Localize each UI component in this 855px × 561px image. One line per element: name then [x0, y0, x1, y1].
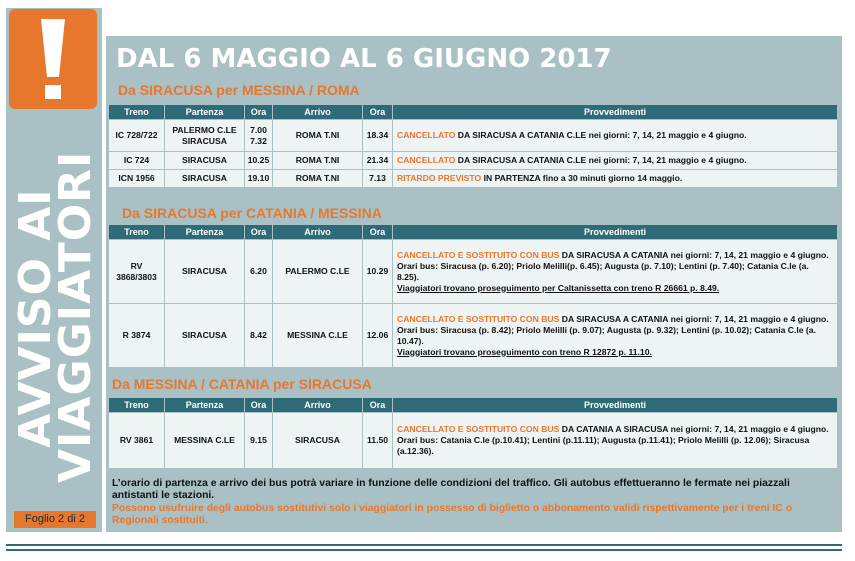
section-title-1: Da SIRACUSA per MESSINA / ROMA	[118, 82, 360, 98]
prov-text: DA SIRACUSA A CATANIA C.LE nei giorni: 7, 14, 21 maggio e 4 giugno.	[455, 130, 747, 140]
cell-ora-arrivo: 12.06	[363, 304, 393, 368]
table-section-2	[108, 224, 838, 368]
traffic-note: L’orario di partenza e arrivo dei bus potrà variare in funzione delle condizioni del traffico. Gli autobus effettueranno le fermate nei piazzali antistanti le stazioni.	[112, 478, 790, 501]
header-ora: Ora	[245, 398, 273, 413]
header-treno: Treno	[109, 398, 165, 413]
prov-text: DA SIRACUSA A CATANIA nei giorni: 7, 14, 21 maggio e 4 giugno.	[559, 313, 829, 324]
table-section-1	[108, 104, 838, 188]
cell-provvedimenti	[393, 413, 838, 469]
cell-partenza: SIRACUSA	[165, 152, 245, 170]
exclamation-icon	[9, 9, 97, 109]
header-ora: Ora	[245, 225, 273, 240]
header-provvedimenti: Provvedimenti	[393, 225, 838, 240]
cell-ora-partenza: 8.42	[245, 304, 273, 368]
cell-partenza: MESSINA C.LE	[165, 413, 245, 469]
cell-partenza: SIRACUSA	[165, 240, 245, 304]
bus-schedule: Orari bus: Siracusa (p. 6.20); Priolo Melilli(p. 6.45); Augusta (p. 7.10); Lentini (p. 7.40); Catania C.le (a. 8.25).	[397, 260, 809, 282]
cell-arrivo: ROMA T.NI	[273, 120, 363, 152]
bottom-divider	[6, 549, 842, 551]
header-ora: Ora	[245, 105, 273, 120]
bus-schedule: Orari bus: Siracusa (p. 8.42); Priolo Melilli (p. 9.07); Augusta (p. 9.32); Lentini (p. 10.02); Catania C.le (a. 10.47).	[397, 324, 816, 346]
cell-provvedimenti	[393, 304, 838, 368]
table-row	[109, 152, 838, 170]
table-row	[109, 170, 838, 188]
table-section-3	[108, 397, 838, 469]
header-provvedimenti: Provvedimenti	[393, 398, 838, 413]
prov-text: DA CATANIA A SIRACUSA nei giorni: 7, 14, 21 maggio e 4 giugno.	[559, 424, 829, 434]
header-treno: Treno	[109, 105, 165, 120]
section-title-3: Da MESSINA / CATANIA per SIRACUSA	[112, 376, 372, 392]
status-label: CANCELLATO	[397, 155, 456, 165]
status-label: CANCELLATO E SOSTITUITO CON BUS	[397, 313, 560, 324]
cell-partenza: PALERMO C.LE SIRACUSA	[165, 120, 245, 152]
cell-provvedimenti	[393, 152, 838, 170]
table-header-row	[109, 398, 838, 413]
avviso-line-2: VIAGGIATORI	[50, 150, 101, 483]
cell-treno: R 3874	[109, 304, 165, 368]
status-label: CANCELLATO E SOSTITUITO CON BUS	[397, 249, 560, 260]
section-title-2: Da SIRACUSA per CATANIA / MESSINA	[122, 205, 382, 221]
cell-provvedimenti	[393, 170, 838, 188]
table-row	[109, 304, 838, 368]
cell-ora-arrivo: 7.13	[363, 170, 393, 188]
cell-ora-arrivo: 18.34	[363, 120, 393, 152]
header-partenza: Partenza	[165, 398, 245, 413]
cell-treno: RV 3868/3803	[109, 240, 165, 304]
cell-arrivo: ROMA T.NI	[273, 152, 363, 170]
cell-ora-partenza: 9.15	[245, 413, 273, 469]
connection-note: Viaggiatori trovano proseguimento con treno R 12872 p. 11.10.	[397, 346, 652, 357]
header-arrivo: Arrivo	[273, 105, 363, 120]
connection-note: Viaggiatori trovano proseguimento per Caltanissetta con treno R 26661 p. 8.49.	[397, 282, 720, 293]
header-provvedimenti: Provvedimenti	[393, 105, 838, 120]
table-row	[109, 120, 838, 152]
header-partenza: Partenza	[165, 225, 245, 240]
cell-ora-arrivo: 21.34	[363, 152, 393, 170]
bus-schedule: Orari bus: Catania C.le (p.10.41); Lentini (p.11.11); Augusta (p.11.41); Priolo Melilli (p. 12.06); Siracusa (a.12.36).	[397, 435, 810, 456]
header-ora: Ora	[363, 398, 393, 413]
cell-arrivo: MESSINA C.LE	[273, 304, 363, 368]
table-row	[109, 413, 838, 469]
cell-treno: IC 728/722	[109, 120, 165, 152]
cell-provvedimenti	[393, 240, 838, 304]
header-arrivo: Arrivo	[273, 225, 363, 240]
cell-ora-partenza: 7.00 7.32	[245, 120, 273, 152]
cell-ora-arrivo: 10.29	[363, 240, 393, 304]
cell-ora-partenza: 10.25	[245, 152, 273, 170]
status-label: CANCELLATO	[397, 130, 456, 140]
page-indicator: Foglio 2 di 2	[14, 511, 96, 528]
cell-ora-partenza: 6.20	[245, 240, 273, 304]
status-label: RITARDO PREVISTO	[397, 173, 482, 183]
header-partenza: Partenza	[165, 105, 245, 120]
cell-arrivo: SIRACUSA	[273, 413, 363, 469]
cell-arrivo: PALERMO C.LE	[273, 240, 363, 304]
header-treno: Treno	[109, 225, 165, 240]
header-ora: Ora	[363, 105, 393, 120]
table-row	[109, 240, 838, 304]
cell-ora-partenza: 19.10	[245, 170, 273, 188]
cell-treno: RV 3861	[109, 413, 165, 469]
cell-treno: IC 724	[109, 152, 165, 170]
status-label: CANCELLATO E SOSTITUITO CON BUS	[397, 424, 560, 434]
cell-treno: ICN 1956	[109, 170, 165, 188]
cell-ora-arrivo: 11.50	[363, 413, 393, 469]
prov-text: IN PARTENZA fino a 30 minuti giorno 14 maggio.	[481, 173, 683, 183]
page-title: DAL 6 MAGGIO AL 6 GIUGNO 2017	[116, 44, 612, 74]
cell-provvedimenti	[393, 120, 838, 152]
header-arrivo: Arrivo	[273, 398, 363, 413]
bottom-divider	[6, 544, 842, 546]
table-header-row	[109, 105, 838, 120]
cell-arrivo: ROMA T.NI	[273, 170, 363, 188]
eligibility-note: Possono usufruire degli autobus sostitutivi solo i viaggiatori in possesso di biglietto o abbonamento validi rispettivamente per i treni IC o Regionali sostituiti.	[112, 503, 793, 526]
prov-text: DA SIRACUSA A CATANIA C.LE nei giorni: 7, 14, 21 maggio e 4 giugno.	[455, 155, 747, 165]
header-ora: Ora	[363, 225, 393, 240]
prov-text: DA SIRACUSA A CATANIA nei giorni: 7, 14, 21 maggio e 4 giugno.	[559, 249, 829, 260]
cell-partenza: SIRACUSA	[165, 170, 245, 188]
cell-partenza: SIRACUSA	[165, 304, 245, 368]
avviso-line-1: AVVISO AI	[10, 188, 61, 448]
table-header-row	[109, 225, 838, 240]
avviso-vertical-title	[10, 150, 101, 483]
